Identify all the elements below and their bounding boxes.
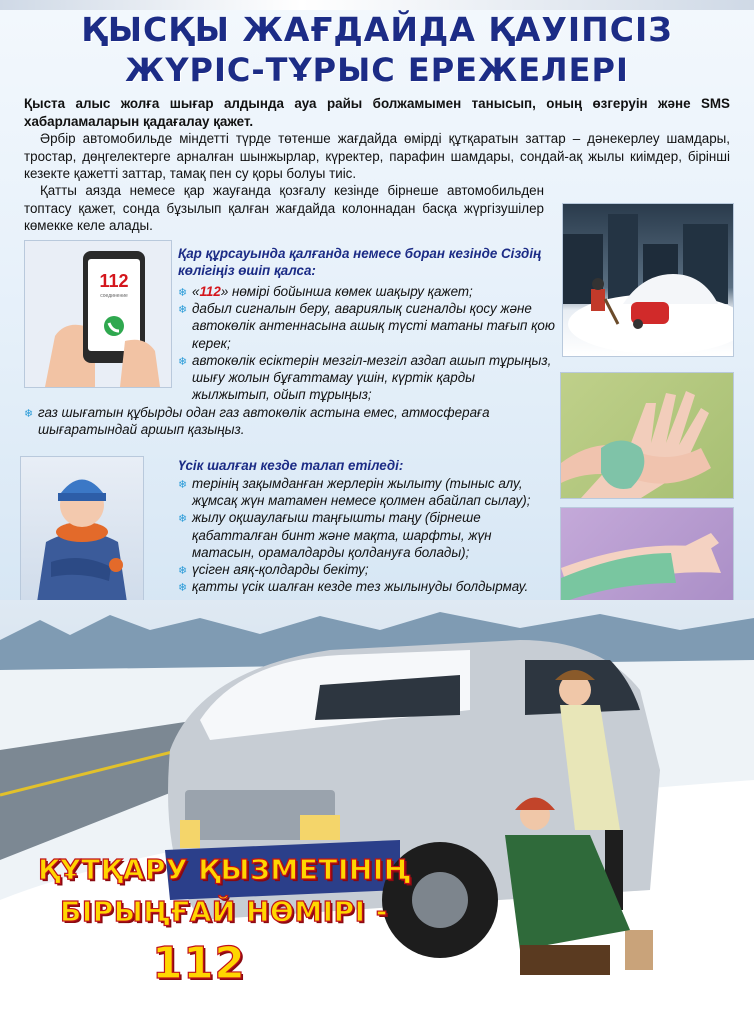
winter-road-car-scene [0,600,754,1024]
snowbound-car-illustration [562,203,734,357]
list-item [178,561,550,578]
rescue-service-number: 112 [152,938,246,989]
emergency-number: 112 [199,284,221,299]
phone-screen-number: 112 [99,271,129,291]
section2-list [178,475,550,595]
snowflake-icon: ❄ [178,513,188,526]
top-banner-text-fragment [110,0,670,5]
list-item-text: газ шығатын құбырды одан газ автокөлік астына емес, атмосфераға шығаратындай аршып қазыңыз. [38,405,490,438]
snowflake-icon: ❄ [178,304,188,317]
section2-heading: Үсік шалған кезде талап етіледі: [178,458,404,473]
section1-heading: Қар құрсауында қалғанда немесе боран кезінде Сіздің көлігіңіз өшіп қалса: [178,246,542,278]
section1-list [178,283,556,403]
list-item [178,475,550,509]
intro-paragraph-1: Қыста алыс жолға шығар алдында ауа райы болжамымен танысып, оның өзгеруін және SMS хабарламаларын қадағалау қажет. [24,96,730,129]
list-item-text: үсіген аяқ-қолдарды бекіту; [192,562,369,578]
snowflake-icon: ❄ [178,479,188,491]
snowflake-icon: ❄ [178,355,188,368]
list-item-text: » нөмірі бойынша көмек шақыру қажет; [220,284,473,299]
list-item [178,578,550,595]
list-item [24,404,544,438]
snowflake-icon: ❄ [178,287,188,299]
rescue-service-line2: БІРЫҢҒАЙ НӨМІРІ - [60,895,388,928]
poster-title-line1: ҚЫСҚЫ ЖАҒДАЙДА ҚАУІПСІЗ [81,10,673,49]
section1-list-tail [24,404,544,438]
list-item [178,352,556,404]
snowflake-icon: ❄ [24,408,34,420]
list-item-text: қатты үсік шалған кезде тез жылынуды болдырмау. [192,579,529,595]
intro-paragraph-2: Әрбір автомобильде міндетті түрде төтенше жағдайда өмірді құтқаратын заттар – дәнекерлеу шамдары, тростар, дөңгелектерге арналған шынжырлар, күректер, парафин шамдары, сондай-ақ жылы киімдер, бірінші кезекте қажетті заттар, тамақ пен су қоры болуы тиіс. [24,131,730,181]
list-item [178,509,550,561]
list-item-text: дабыл сигналын беру, авариялық сигналды қосу және автокөлік антеннасына ашық түсті матаны тағып қою керек; [192,301,555,351]
rescue-service-line1: ҚҰТҚАРУ ҚЫЗМЕТІНІҢ [38,853,412,886]
top-banner-strip [0,0,754,10]
snowflake-icon: ❄ [178,565,188,578]
list-item [178,300,556,352]
list-item-text: терінің зақымданған жерлерін жылыту (тыныс алу, жұмсақ жүн матамен немесе қолмен абайлап сылау); [192,476,531,509]
blank-patch [660,910,724,972]
list-item-text: « [192,284,200,299]
intro-paragraph-3: Қатты аязда немесе қар жауғанда қозғалу кезінде бірнеше автомобильден топтасу қажет, сонда бұзылып қалған жағдайда колоннадан басқа жүргізушілер көмекке келе алады. [24,183,544,233]
warming-hand-illustration [560,372,734,499]
list-item-text: жылу оқшаулағыш таңғышты таңу (бірнеше қабатталған бинт және мақта, шарфты, жүн матасын, орамалдарды қолдануға болады); [192,510,492,560]
list-item [178,283,556,300]
freezing-man-illustration [20,456,144,610]
phone-112-illustration [24,240,172,388]
list-item-text: автокөлік есіктерін мезгіл-мезгіл аздап ашып тұрыңыз, шығу жолын бұғаттамау үшін, күртік қарды жылжытып, ойып тұрыңыз; [192,352,552,403]
phone-screen-caption: соединение [100,293,128,299]
poster-title-line2: ЖҮРІС-ТҰРЫС ЕРЕЖЕЛЕРІ [125,51,629,89]
snowflake-icon: ❄ [178,582,188,595]
